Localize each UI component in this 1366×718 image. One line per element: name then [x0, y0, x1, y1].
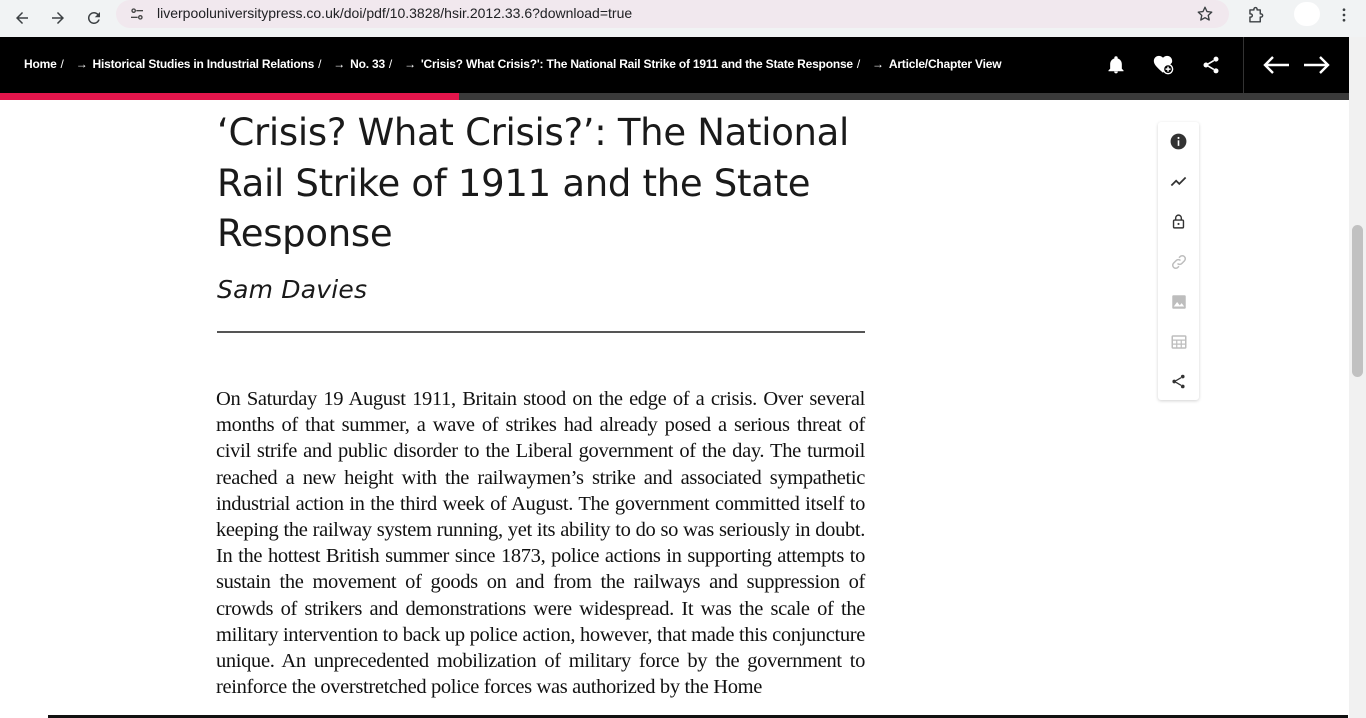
site-header — [0, 37, 1349, 93]
arrow-right-icon[interactable] — [1302, 53, 1332, 77]
breadcrumb-journal[interactable]: Historical Studies in Industrial Relations — [92, 57, 315, 71]
share-icon[interactable] — [1199, 53, 1223, 77]
profile-avatar[interactable] — [1294, 2, 1320, 26]
url-text[interactable]: liverpooluniversitypress.co.uk/doi/pdf/10.3828/hsir.2012.33.6?download=true — [157, 5, 633, 21]
article-body: On Saturday 19 August 1911, Britain stood on the edge of a crisis. Over several months of that summer, a wave of strikes had already posed a serious threat of civil strife and public disorder to the Liberal government of the day. The turmoil reached a new height with the railwaymen’s strike and associated sympathetic industrial action in the third week of August. The government committed itself to keeping the railway system running, yet its ability to do so was seriously in doubt. In the hottest British summer since 1873, police actions in supporting attempts to sustain the movement of goods on and from the railways and suppression of crowds of strikers and demonstrations were widespread. It was the scale of the military intervention to back up police action, however, that made this conjuncture unique. An unprecedented mobilization of military force by the government to reinforce the overstretched police forces was authorized by the Home — [216, 388, 865, 699]
favorite-add-icon[interactable] — [1151, 53, 1175, 77]
scrollbar-thumb[interactable] — [1352, 225, 1363, 377]
table-icon[interactable] — [1168, 331, 1189, 352]
breadcrumb-separator: / — [388, 57, 393, 71]
extensions-icon[interactable] — [1242, 2, 1268, 28]
address-bar[interactable] — [116, 0, 1229, 28]
back-icon[interactable] — [8, 4, 36, 32]
browser-toolbar — [0, 0, 1366, 37]
star-icon[interactable] — [1195, 4, 1215, 24]
reload-icon[interactable] — [80, 4, 108, 32]
site-info-icon[interactable] — [128, 5, 146, 23]
breadcrumb-article[interactable]: 'Crisis? What Crisis?': The National Rail Strike of 1911 and the State Response — [420, 57, 853, 71]
breadcrumb-separator: / — [60, 57, 64, 71]
metrics-icon[interactable] — [1168, 171, 1189, 192]
article-title: ‘Crisis? What Crisis?’: The National Rail Strike of 1911 and the State Response — [217, 111, 850, 255]
header-divider — [1243, 37, 1244, 93]
page-scrollbar[interactable] — [1349, 37, 1366, 718]
forward-icon[interactable] — [44, 4, 72, 32]
reading-progress-bar — [0, 93, 1349, 100]
link-icon[interactable] — [1168, 251, 1189, 272]
reading-progress-fill — [0, 93, 459, 100]
info-icon[interactable] — [1168, 131, 1189, 152]
breadcrumb-arrow: → — [404, 57, 416, 71]
title-divider — [217, 331, 865, 333]
breadcrumb-separator: / — [318, 57, 322, 71]
breadcrumb-issue[interactable]: No. 33 — [350, 57, 385, 71]
breadcrumb-arrow: → — [872, 57, 884, 71]
lock-icon[interactable] — [1168, 211, 1189, 232]
article-author: Sam Davies — [217, 275, 368, 304]
breadcrumb — [24, 57, 1001, 71]
side-toolbar — [1158, 122, 1199, 400]
bell-icon[interactable] — [1104, 53, 1128, 77]
arrow-left-icon[interactable] — [1261, 53, 1291, 77]
menu-icon[interactable] — [1331, 2, 1357, 28]
breadcrumb-separator: / — [856, 57, 861, 71]
image-icon[interactable] — [1168, 291, 1189, 312]
breadcrumb-home[interactable]: Home — [24, 57, 57, 71]
breadcrumb-arrow: → — [333, 57, 346, 71]
share-icon[interactable] — [1168, 371, 1189, 392]
breadcrumb-arrow: → — [75, 57, 88, 71]
breadcrumb-current: Article/Chapter View — [888, 57, 1002, 71]
